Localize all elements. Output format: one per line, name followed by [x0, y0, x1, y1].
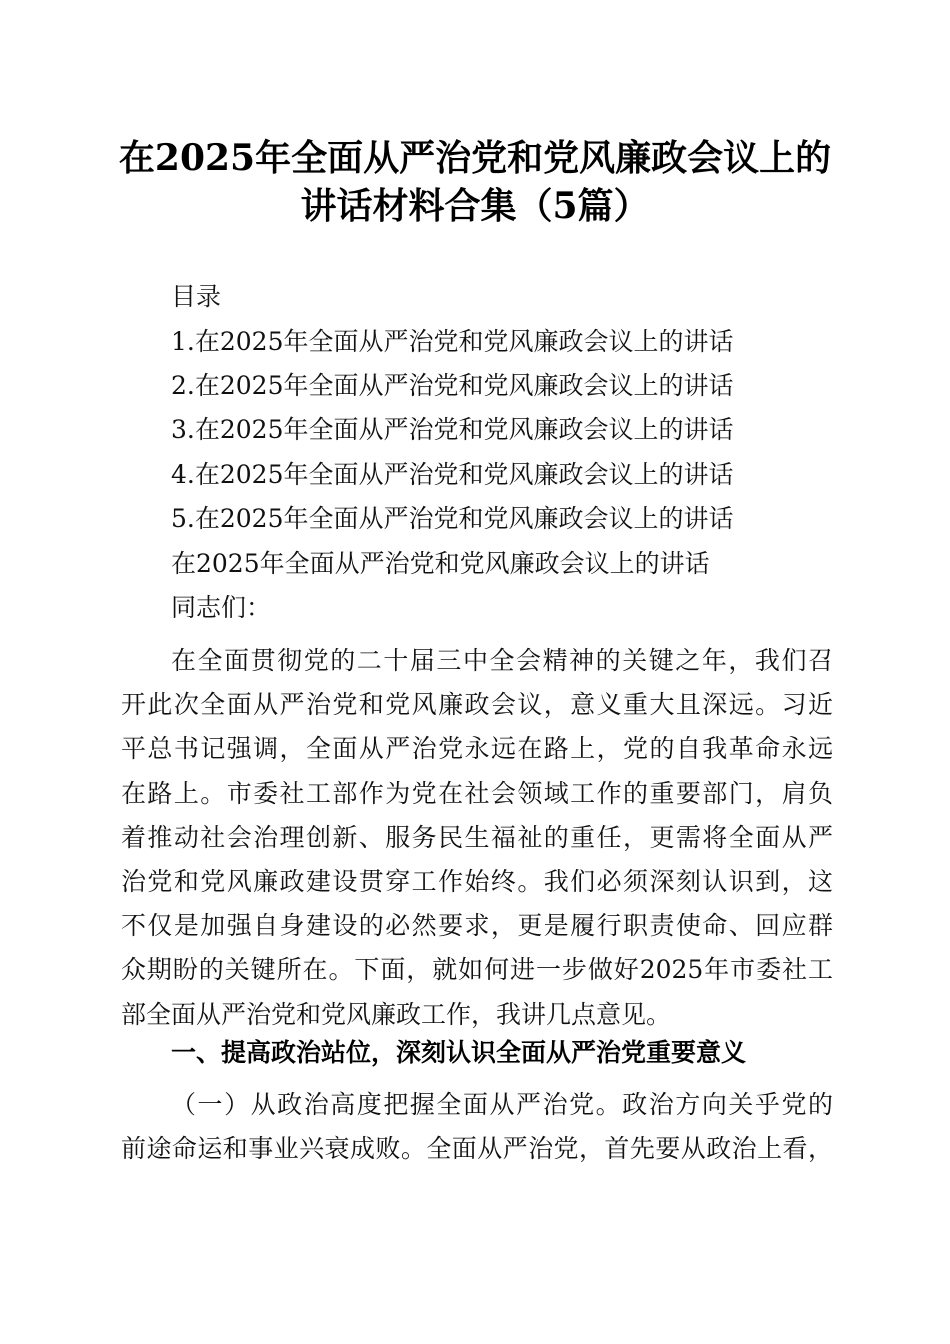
- toc-item-1[interactable]: 1.在2025年全面从严治党和党风廉政会议上的讲话: [171, 327, 734, 356]
- paragraph-1-line: 着推动社会治理创新、服务民生福祉的重任，更需将全面从严: [121, 822, 833, 852]
- toc-item-4[interactable]: 4.在2025年全面从严治党和党风廉政会议上的讲话: [171, 460, 734, 489]
- toc-item-3[interactable]: 3.在2025年全面从严治党和党风廉政会议上的讲话: [171, 415, 734, 444]
- paragraph-1-line: 治党和党风廉政建设贯穿工作始终。我们必须深刻认识到，这: [121, 867, 833, 897]
- paragraph-1-line: 不仅是加强自身建设的必然要求，更是履行职责使命、回应群: [121, 911, 833, 941]
- paragraph-1-line: 众期盼的关键所在。下面，就如何进一步做好2025年市委社工: [121, 955, 833, 985]
- paragraph-1-line: 平总书记强调，全面从严治党永远在路上，党的自我革命永远: [121, 734, 833, 764]
- paragraph-2-line: 前途命运和事业兴衰成败。全面从严治党，首先要从政治上看，: [121, 1134, 833, 1164]
- toc-item-2[interactable]: 2.在2025年全面从严治党和党风廉政会议上的讲话: [171, 371, 734, 400]
- paragraph-1-line: 部全面从严治党和党风廉政工作，我讲几点意见。: [121, 999, 672, 1029]
- document-title: [100, 134, 850, 230]
- section-1-heading: 一、提高政治站位，深刻认识全面从严治党重要意义: [171, 1038, 747, 1067]
- paragraph-1-line: 开此次全面从严治党和党风廉政会议，意义重大且深远。习近: [121, 690, 833, 720]
- paragraph-2-line: （一）从政治高度把握全面从严治党。政治方向关乎党的: [171, 1090, 833, 1119]
- paragraph-1: [121, 639, 833, 1037]
- paragraph-1-line: 在路上。市委社工部作为党在社会领域工作的重要部门，肩负: [121, 778, 833, 808]
- paragraph-1-line: 在全面贯彻党的二十届三中全会精神的关键之年，我们召: [171, 646, 833, 675]
- salutation: 同志们：: [171, 593, 272, 622]
- title-line-1: 在2025年全面从严治党和党风廉政会议上的: [118, 137, 832, 179]
- paragraph-2: [121, 1083, 833, 1171]
- speech-title: 在2025年全面从严治党和党风廉政会议上的讲话: [171, 549, 710, 578]
- title-line-2: 讲话材料合集（5篇）: [300, 185, 650, 227]
- toc-heading: 目录: [171, 282, 222, 311]
- toc-item-5[interactable]: 5.在2025年全面从严治党和党风廉政会议上的讲话: [171, 504, 734, 533]
